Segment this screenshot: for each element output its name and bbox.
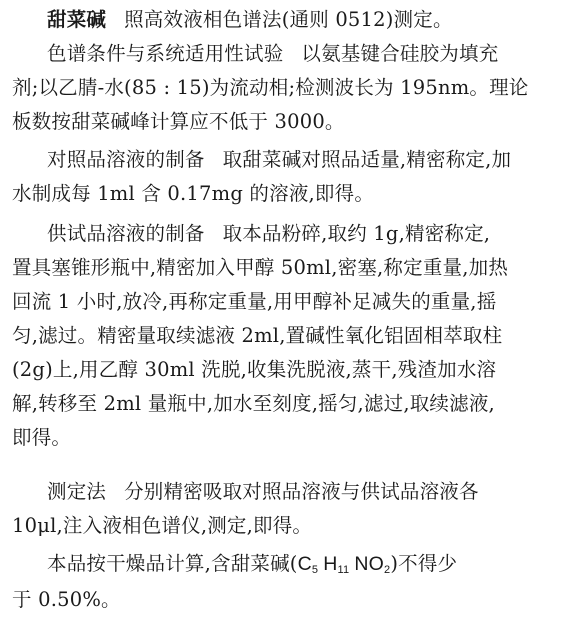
assay-title-line — [47, 8, 453, 32]
content-line-2: 于 0.50%。 — [12, 588, 121, 611]
method-line-1 — [47, 480, 479, 504]
test-solution-line-1 — [47, 222, 490, 246]
test-solution-line-6: 解,转移至 2ml 量瓶中,加水至刻度,摇匀,滤过,取续滤液, — [12, 392, 495, 415]
assay-title-text: 照高效液相色谱法(通则 0512)测定。 — [124, 8, 453, 31]
test-solution-line-5: (2g)上,用乙醇 30ml 洗脱,收集洗脱液,蒸干,残渣加水溶 — [12, 358, 497, 381]
chromatography-heading: 色谱条件与系统适用性试验 — [47, 42, 284, 65]
test-solution-line-3: 回流 1 小时,放冷,再称定重量,用甲醇补足减失的重量,摇 — [12, 290, 497, 313]
reference-solution-text-1: 取甜菜碱对照品适量,精密称定,加 — [222, 148, 512, 171]
chromatography-text-1: 以氨基键合硅胶为填充 — [301, 42, 499, 65]
method-line-2: 10μl,注入液相色谱仪,测定,即得。 — [12, 514, 313, 537]
test-solution-text-1: 取本品粉碎,取约 1g,精密称定, — [222, 222, 491, 245]
test-solution-line-2: 置具塞锥形瓶中,精密加入甲醇 50ml,密塞,称定重量,加热 — [12, 256, 509, 279]
content-line-1 — [47, 552, 457, 582]
chromatography-line-1 — [47, 42, 498, 66]
reference-solution-line-1 — [47, 148, 511, 172]
chromatography-line-2: 剂;以乙腈-水(85 : 15)为流动相;检测波长为 195nm。理论 — [12, 76, 529, 99]
test-solution-line-4: 匀,滤过。精密量取续滤液 2ml,置碱性氧化铝固相萃取柱 — [12, 324, 503, 347]
assay-title-heading: 甜菜碱 — [47, 8, 107, 31]
method-heading: 测定法 — [47, 480, 107, 503]
betaine-formula: $C_5$ $H_{11}$ $NO_2$ — [297, 553, 391, 576]
reference-solution-heading: 对照品溶液的制备 — [47, 148, 205, 171]
chromatography-line-3: 板数按甜菜碱峰计算应不低于 3000。 — [12, 110, 345, 133]
test-solution-line-7: 即得。 — [12, 426, 72, 449]
test-solution-heading: 供试品溶液的制备 — [47, 222, 205, 245]
content-text-before: 本品按干燥品计算,含甜菜碱( — [47, 552, 298, 575]
content-text-after: )不得少 — [390, 552, 458, 575]
reference-solution-line-2: 水制成每 1ml 含 0.17mg 的溶液,即得。 — [12, 182, 375, 205]
method-text-1: 分别精密吸取对照品溶液与供试品溶液各 — [124, 480, 479, 503]
